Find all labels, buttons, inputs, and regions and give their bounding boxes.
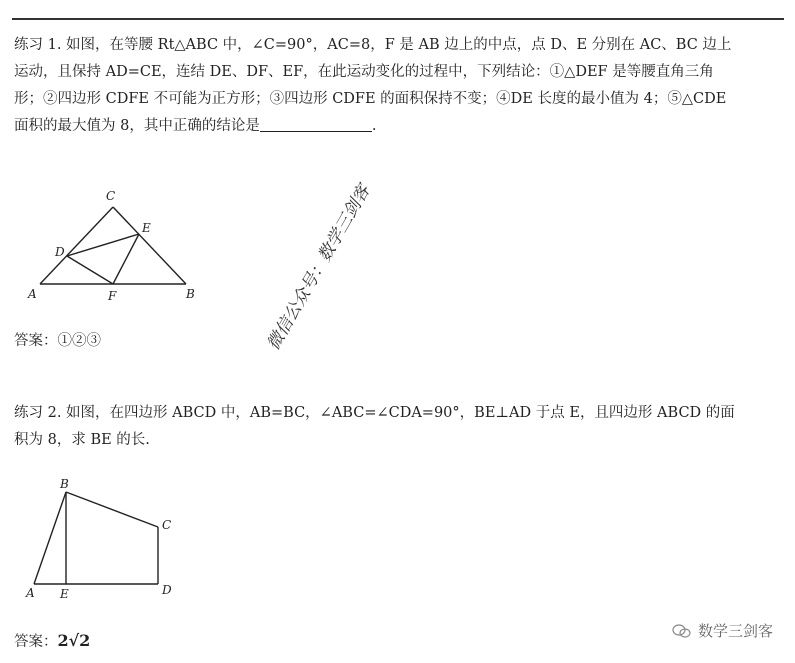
brand-name: 数学三剑客	[697, 622, 773, 640]
exercise-2-answer	[14, 630, 90, 651]
ex2-line-2: 积为 8，求 BE 的长.	[14, 432, 150, 448]
triangle-labels	[27, 189, 195, 303]
wechat-icon	[672, 624, 692, 638]
segment-CB	[113, 207, 186, 284]
ex2-line-1: 练习 2. 如图，在四边形 ABCD 中，AB=BC，∠ABC=∠CDA=90°，BE⊥AD 于点 E，且四边形 ABCD 的面	[14, 405, 735, 421]
quadrilateral-figure	[34, 492, 158, 584]
exercise-1-answer: 答案：①②③	[14, 333, 101, 349]
label-F: F	[108, 289, 117, 303]
answer-prefix: 答案：	[14, 634, 58, 650]
label2-C: C	[162, 518, 172, 532]
segment-EF	[113, 234, 139, 284]
ex1-line-4-end: .	[371, 118, 377, 134]
ex1-line-4-text: 面积的最大值为 8，其中正确的结论是	[14, 118, 260, 134]
label-A: A	[28, 287, 37, 301]
label2-B: B	[60, 477, 69, 491]
brand-badge	[672, 620, 773, 641]
label-C: C	[106, 189, 116, 203]
watermark: 微信公众号：数学三剑客	[263, 181, 375, 354]
segment-DF	[67, 256, 113, 284]
quadrilateral-labels	[25, 477, 172, 601]
ex1-line-1: 练习 1. 如图，在等腰 Rt△ABC 中，∠C=90°，AC=8，F 是 AB 边上的中点，点 D、E 分别在 AC、BC 边上	[14, 37, 732, 53]
label-B: B	[186, 287, 195, 301]
label2-D: D	[162, 583, 172, 597]
ex1-line-2: 运动，且保持 AD=CE，连结 DE、DF、EF，在此运动变化的过程中，下列结论：①△DEF 是等腰直角三角	[14, 64, 714, 80]
segment-BC2	[66, 492, 158, 527]
label2-E: E	[60, 587, 69, 601]
label-D: D	[55, 245, 65, 259]
label-E: E	[142, 221, 151, 235]
ex1-line-3: 形；②四边形 CDFE 不可能为正方形；③四边形 CDFE 的面积保持不变；④DE 长度的最小值为 4；⑤△CDE	[14, 91, 727, 107]
segment-AB2	[34, 492, 66, 584]
label2-A: A	[26, 586, 35, 600]
exercise-2-text	[14, 400, 786, 454]
answer-value: 2√2	[57, 631, 91, 650]
